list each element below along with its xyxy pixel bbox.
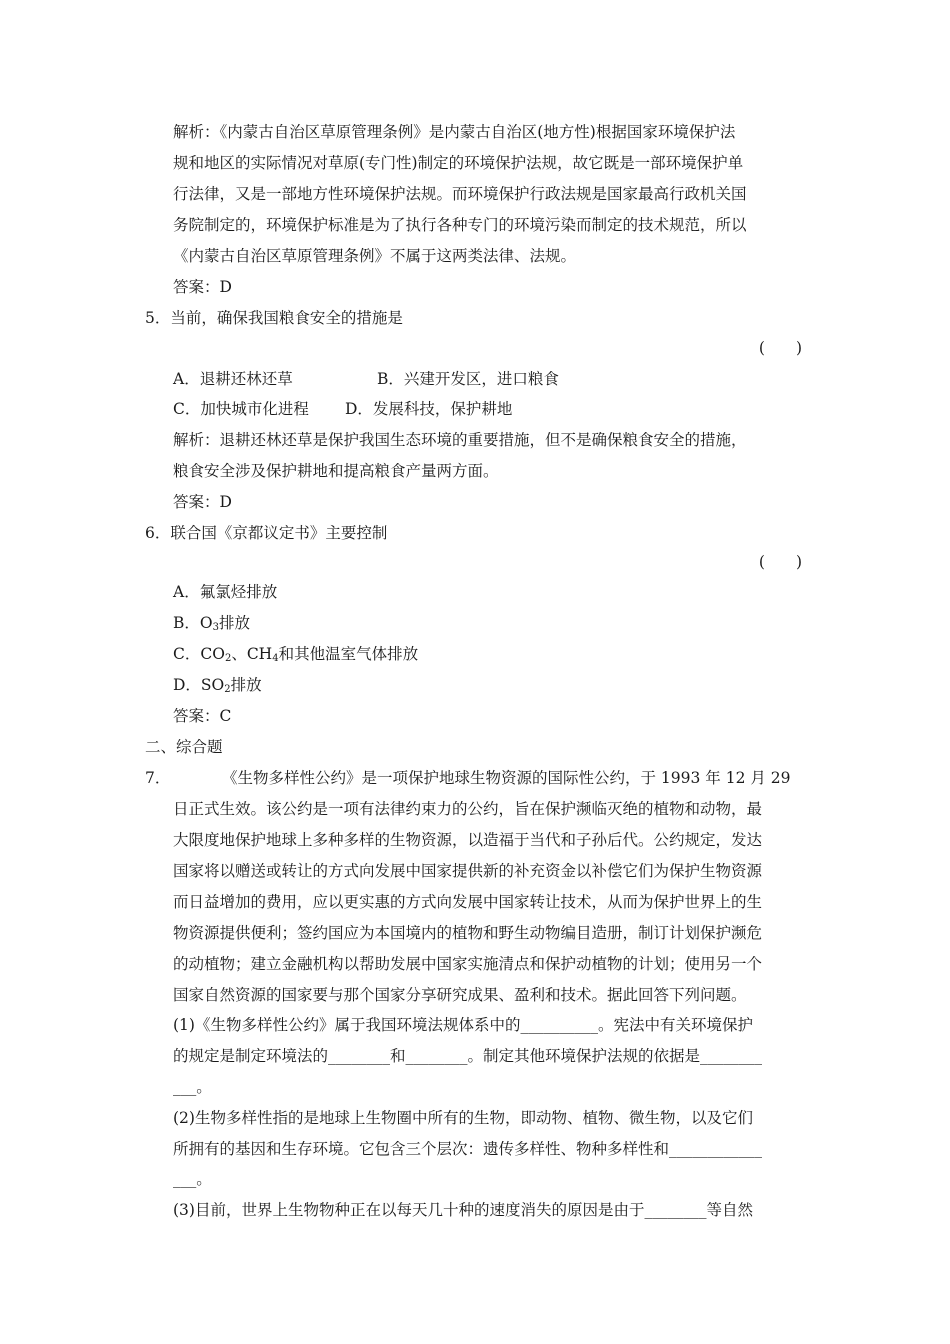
q7-sub1-line: ___。	[173, 1078, 212, 1096]
section-heading: 二、综合题	[145, 738, 223, 756]
q5-answer-paren: ( )	[758, 339, 802, 357]
q7-sub2-line: (2)生物多样性指的是地球上生物圈中所有的生物，即动物、植物、微生物，以及它们	[173, 1109, 753, 1127]
q7-passage-line: 物资源提供便利；签约国应为本国境内的植物和野生动物编目造册，制订计划保护濒危	[173, 924, 763, 942]
q4-analysis-line: 务院制定的，环境保护标准是为了执行各种专门的环境污染而制定的技术规范，所以	[173, 216, 747, 234]
q7-passage-line: 国家将以赠送或转让的方式向发展中国家提供新的补充资金以补偿它们为保护生物资源	[173, 862, 763, 880]
q7-sub1-line: (1)《生物多样性公约》属于我国环境法规体系中的__________。宪法中有关环境保护	[173, 1016, 753, 1034]
q7-sub1-line: 的规定是制定环境法的________和________。制定其他环境保护法规的依据是________	[173, 1047, 763, 1065]
q4-answer: 答案：D	[173, 278, 232, 296]
q5-stem: 5．当前，确保我国粮食安全的措施是	[145, 309, 403, 327]
q6-answer-paren: ( )	[758, 553, 802, 571]
q5-option-c: C．加快城市化进程	[173, 400, 309, 418]
q5-analysis-line: 粮食安全涉及保护耕地和提高粮食产量两方面。	[173, 462, 499, 480]
q5-analysis-line: 解析：退耕还林还草是保护我国生态环境的重要措施，但不是确保粮食安全的措施，	[173, 431, 747, 449]
q7-passage-line: 日正式生效。该公约是一项有法律约束力的公约，旨在保护濒临灭绝的植物和动物，最	[173, 800, 763, 818]
q4-analysis-line: 解析：《内蒙古自治区草原管理条例》是内蒙古自治区(地方性)根据国家环境保护法	[173, 123, 736, 141]
q6-option-c: C．$CO_2$、$CH_4$和其他温室气体排放	[173, 645, 419, 664]
q5-option-d: D．发展科技，保护耕地	[345, 400, 513, 418]
q7-sub2-line: ___。	[173, 1170, 212, 1188]
q7-passage-line: 的动植物；建立金融机构以帮助发展中国家实施清点和保护动植物的计划；使用另一个	[173, 955, 763, 973]
q7-sub3-line: (3)目前，世界上生物物种正在以每天几十种的速度消失的原因是由于________等自然	[173, 1201, 753, 1219]
q6-option-d: D．$SO_2$排放	[173, 676, 262, 695]
q7-number: 7．	[145, 769, 171, 787]
q4-analysis-line: 规和地区的实际情况对草原(专门性)制定的环境保护法规，故它既是一部环境保护单	[173, 154, 744, 172]
q6-option-a: A．氟氯烃排放	[173, 583, 278, 601]
q5-option-b: B．兴建开发区，进口粮食	[377, 370, 559, 388]
q6-stem: 6．联合国《京都议定书》主要控制	[145, 524, 388, 542]
q6-answer: 答案：C	[173, 707, 232, 725]
q4-analysis-line: 《内蒙古自治区草原管理条例》不属于这两类法律、法规。	[173, 247, 577, 265]
q4-analysis-line: 行法律，又是一部地方性环境保护法规。而环境保护行政法规是国家最高行政机关国	[173, 185, 747, 203]
q7-passage-line: 国家自然资源的国家要与那个国家分享研究成果、盈利和技术。据此回答下列问题。	[173, 986, 747, 1004]
q7-passage-line: 《生物多样性公约》是一项保护地球生物资源的国际性公约，于 1993 年 12 月 29	[222, 769, 791, 787]
q6-option-b: B．$O_3$排放	[173, 614, 250, 633]
q5-answer: 答案：D	[173, 493, 232, 511]
q7-sub2-line: 所拥有的基因和生存环境。它包含三个层次：遗传多样性、物种多样性和____________	[173, 1140, 763, 1158]
q7-passage-line: 大限度地保护地球上多种多样的生物资源，以造福于当代和子孙后代。公约规定，发达	[173, 831, 763, 849]
q5-option-a: A．退耕还林还草	[173, 370, 293, 388]
q7-passage-line: 而日益增加的费用，应以更实惠的方式向发展中国家转让技术，从而为保护世界上的生	[173, 893, 763, 911]
